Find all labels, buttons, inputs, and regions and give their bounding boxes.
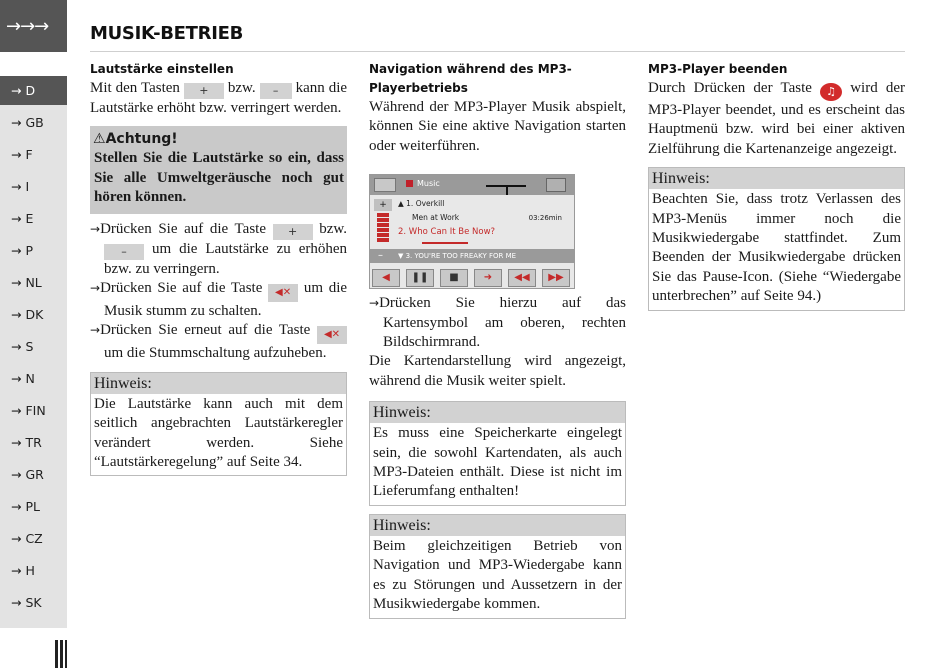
volume-bar — [377, 238, 389, 242]
intro-text: Mit den Tasten — [90, 80, 180, 96]
warning-triangle-icon: ⚠ — [93, 131, 106, 148]
column-navigation — [369, 60, 626, 619]
plus-key: + — [184, 83, 224, 99]
volume-intro — [90, 79, 347, 118]
sidebar-item-sk[interactable]: → SK — [11, 595, 42, 610]
pause-icon: ❚❚ — [406, 269, 434, 287]
navigation-intro: Während der MP3-Player Musik abspielt, können Sie eine aktive Navigation starten oder weiterführen. — [369, 99, 626, 154]
arrow-icon: → — [369, 296, 380, 311]
screen-title: Music — [406, 179, 440, 188]
step-volume — [90, 220, 347, 279]
unmute-key-icon: ◀✕ — [317, 326, 347, 344]
step-text: Drücken Sie erneut auf die Taste — [100, 322, 311, 339]
warning-title-text: Achtung! — [105, 131, 178, 148]
warning-title — [93, 129, 344, 149]
map-icon — [546, 178, 566, 192]
next-track — [370, 249, 575, 263]
note-body: Beim gleichzeitigen Betrieb von Navigation und MP3-Wiedergabe kann es zu Störungen und Aussetzern in der Musikwiedergabe kommen. — [373, 537, 622, 613]
arrow-icon: → — [90, 281, 101, 296]
sidebar-item-nl[interactable]: → NL — [11, 275, 42, 290]
arrows-icon: →→→ — [6, 16, 49, 37]
step-text: bzw. — [319, 220, 348, 237]
note-box-memory-card — [369, 401, 626, 506]
minus-key: – — [104, 244, 144, 260]
sidebar-header — [0, 0, 67, 52]
language-sidebar — [0, 0, 67, 668]
progress-bar — [422, 242, 468, 244]
step-text: um die Lautstärke zu erhöhen bzw. zu verringern. — [104, 240, 348, 277]
forward-icon: ▶▶ — [542, 269, 570, 287]
track-artist: Men at Work — [412, 213, 460, 223]
volume-bar — [377, 233, 389, 237]
sidebar-item-pl[interactable]: → PL — [11, 499, 40, 514]
note-body: Beachten Sie, dass trotz Verlassen des MP3-Menüs immer noch die Musikwiedergabe stattfindet. Zum Beenden der Musikwiedergabe drücken Sie das Pause-Icon. (Siehe “Wiedergabe unterbrechen” auf Seite 94.) — [652, 191, 901, 305]
sidebar-item-p[interactable]: → P — [11, 243, 33, 258]
column-exit-player — [648, 60, 905, 311]
sidebar-item-gr[interactable]: → GR — [11, 467, 44, 482]
warning-box — [90, 126, 347, 213]
sidebar-item-s[interactable]: → S — [11, 339, 34, 354]
page-marker — [55, 640, 69, 668]
step-text: um die Stummschaltung aufzuheben. — [104, 345, 327, 362]
exit-text-part: Durch Drücken der Taste — [648, 80, 812, 96]
step-text: Drücken Sie hierzu auf das Kartensymbol am oberen, rechten Bildschirmrand. — [379, 295, 626, 351]
plus-key: + — [273, 224, 313, 240]
section-heading-navigation: Navigation während des MP3-Playerbetriebs — [369, 62, 572, 95]
intro-text: kann die Lautstärke erhöht bzw. verringert werden. — [90, 80, 348, 116]
note-title: Hinweis: — [370, 515, 625, 536]
screen-minus-button: – — [378, 250, 383, 262]
map-after-text: Die Kartendarstellung wird angezeigt, während die Musik weiter spielt. — [369, 353, 626, 389]
step-mute — [90, 279, 347, 321]
rewind-icon: ◀◀ — [508, 269, 536, 287]
mute-icon: ◀ — [372, 269, 400, 287]
section-heading-volume: Lautstärke einstellen — [90, 62, 234, 76]
section-heading-exit: MP3-Player beenden — [648, 62, 788, 76]
volume-bar — [377, 218, 389, 222]
stop-icon: ■ — [440, 269, 468, 287]
screen-plus-button: + — [374, 199, 392, 211]
track-item: ▲ 1. Overkill — [398, 199, 445, 209]
step-text: um die Musik stumm zu schalten. — [104, 280, 348, 320]
minus-key: – — [260, 83, 292, 99]
step-text: Drücken Sie auf die Taste — [100, 220, 266, 237]
sidebar-item-cz[interactable]: → CZ — [11, 531, 43, 546]
next-track-label: ▼ 3. YOU'RE TOO FREAKY FOR ME — [398, 252, 517, 261]
exit-text-part: wird der MP3-Player beendet, und es erscheint das Hauptmenü bzw. wird bei einer aktiven Zielführung die Kartenanzeige angezeigt. — [648, 80, 906, 157]
note-box-volume — [90, 372, 347, 477]
screen-header — [370, 175, 575, 195]
note-body: Es muss eine Speicherkarte eingelegt sein, die sowohl Kartendaten, als auch MP3-Dateien enthält. Diese ist nicht im Lieferumfang enthalten! — [373, 425, 622, 500]
sidebar-item-i[interactable]: → I — [11, 179, 30, 194]
note-body: Die Lautstärke kann auch mit dem seitlich angebrachten Lautstärkeregler verändert werden. Siehe “Lautstärkeregelung” auf Seite 34. — [94, 395, 343, 471]
note-title: Hinweis: — [649, 168, 904, 189]
note-box-exit — [648, 167, 905, 310]
note-title: Hinweis: — [91, 373, 346, 394]
volume-steps — [90, 220, 347, 364]
sidebar-item-fin[interactable]: → FIN — [11, 403, 46, 418]
music-note-icon: ♫ — [820, 83, 842, 101]
back-icon — [374, 178, 396, 192]
sidebar-item-gb[interactable]: → GB — [11, 115, 44, 130]
volume-bar — [377, 223, 389, 227]
track-time: 03:26min — [528, 214, 562, 223]
exit-text — [648, 79, 905, 159]
playback-controls — [370, 267, 575, 289]
header-rule — [90, 51, 905, 52]
note-title: Hinweis: — [370, 402, 625, 423]
column-volume — [90, 60, 347, 476]
volume-bar — [377, 213, 389, 217]
page-title: MUSIK-BETRIEB — [90, 23, 244, 44]
next-icon: ➜ — [474, 269, 502, 287]
intro-text: bzw. — [227, 80, 256, 96]
step-unmute — [90, 321, 347, 363]
arrow-icon: → — [90, 221, 101, 236]
player-screenshot — [369, 174, 575, 289]
track-current: 2. Who Can It Be Now? — [398, 227, 496, 238]
sidebar-item-h[interactable]: → H — [11, 563, 35, 578]
step-text: Drücken Sie auf die Taste — [100, 280, 263, 297]
note-box-interference — [369, 514, 626, 619]
sidebar-item-e[interactable]: → E — [11, 211, 34, 226]
pointer-line — [506, 185, 508, 195]
step-map-symbol — [369, 294, 626, 352]
sidebar-item-n[interactable]: → N — [11, 371, 35, 386]
warning-body: Stellen Sie die Lautstärke so ein, dass Sie alle Umweltgeräusche noch gut hören können. — [94, 150, 344, 206]
sidebar-item-tr[interactable]: → TR — [11, 435, 42, 450]
sidebar-item-f[interactable]: → F — [11, 147, 33, 162]
mute-key-icon: ◀✕ — [268, 284, 298, 302]
sidebar-item-d[interactable]: → D — [0, 76, 67, 105]
arrow-icon: → — [90, 323, 101, 338]
sidebar-item-dk[interactable]: → DK — [11, 307, 44, 322]
volume-bar — [377, 228, 389, 232]
